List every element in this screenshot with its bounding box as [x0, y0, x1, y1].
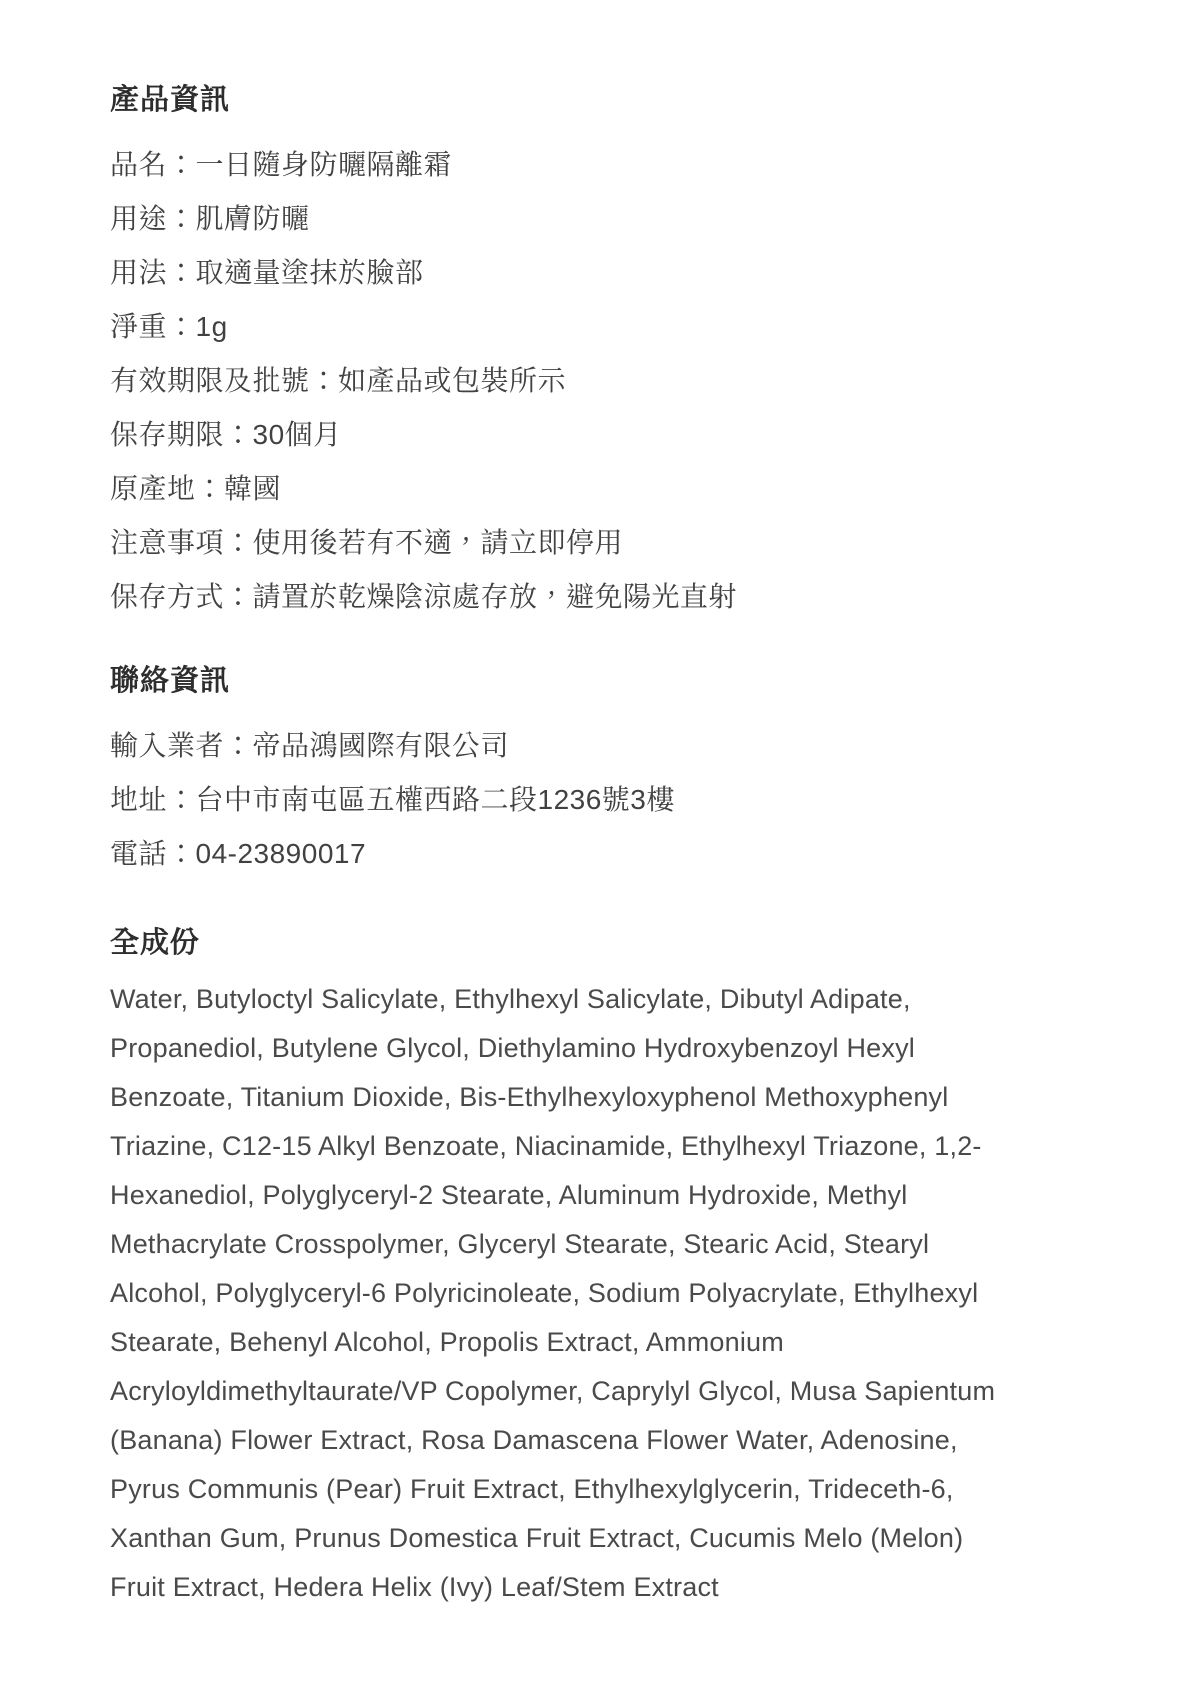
product-usage-line: 用途：肌膚防曬 — [110, 203, 310, 234]
shelf-life-line: 保存期限：30個月 — [110, 419, 342, 450]
origin-line: 原產地：韓國 — [110, 473, 282, 504]
address-line: 地址：台中市南屯區五權西路二段1236號3樓 — [110, 784, 675, 815]
section-contact-info — [110, 665, 1010, 881]
importer-line: 輸入業者：帝品鴻國際有限公司 — [110, 730, 510, 761]
ingredients-title: 全成份 — [110, 927, 201, 959]
contact-info-title: 聯絡資訊 — [110, 665, 231, 697]
ingredients-paragraph: Water, Butyloctyl Salicylate, Ethylhexyl Salicylate, Dibutyl Adipate, Propanediol, Butylene Glycol, Diethylamino Hydroxybenzoyl Hexyl Benzoate, Titanium Dioxide, Bis-Ethylhexyloxyphenol Methoxyphenyl Triazine, C12-15 Alkyl Benzoate, Niacinamide, Ethylhexyl Triazone, 1,2-Hexanediol, Polyglyceryl-2 Stearate, Aluminum Hydroxide, Methyl Methacrylate Crosspolymer, Glyceryl Stearate, Stearic Acid, Stearyl Alcohol, Polyglyceryl-6 Polyricinoleate, Sodium Polyacrylate, Ethylhexyl Stearate, Behenyl Alcohol, Propolis Extract, Ammonium Acryloyldimethyltaurate/VP Copolymer, Caprylyl Glycol, Musa Sapientum (Banana) Flower Extract, Rosa Damascena Flower Water, Adenosine, Pyrus Communis (Pear) Fruit Extract, Ethylhexylglycerin, Trideceth-6, Xanthan Gum, Prunus Domestica Fruit Extract, Cucumis Melo (Melon) Fruit Extract, Hedera Helix (Ivy) Leaf/Stem Extract — [110, 984, 996, 1602]
product-name-line: 品名：一日隨身防曬隔離霜 — [110, 149, 453, 180]
section-ingredients — [110, 927, 1010, 1612]
net-weight-line: 淨重：1g — [110, 311, 228, 342]
product-application-line: 用法：取適量塗抹於臉部 — [110, 257, 424, 288]
product-info-title: 產品資訊 — [110, 84, 231, 116]
section-product-info — [110, 84, 1010, 624]
expiry-batch-line: 有效期限及批號：如產品或包裝所示 — [110, 365, 567, 396]
caution-line: 注意事項：使用後若有不適，請立即停用 — [110, 527, 624, 558]
phone-line: 電話：04-23890017 — [110, 838, 367, 869]
storage-line: 保存方式：請置於乾燥陰涼處存放，避免陽光直射 — [110, 581, 738, 612]
